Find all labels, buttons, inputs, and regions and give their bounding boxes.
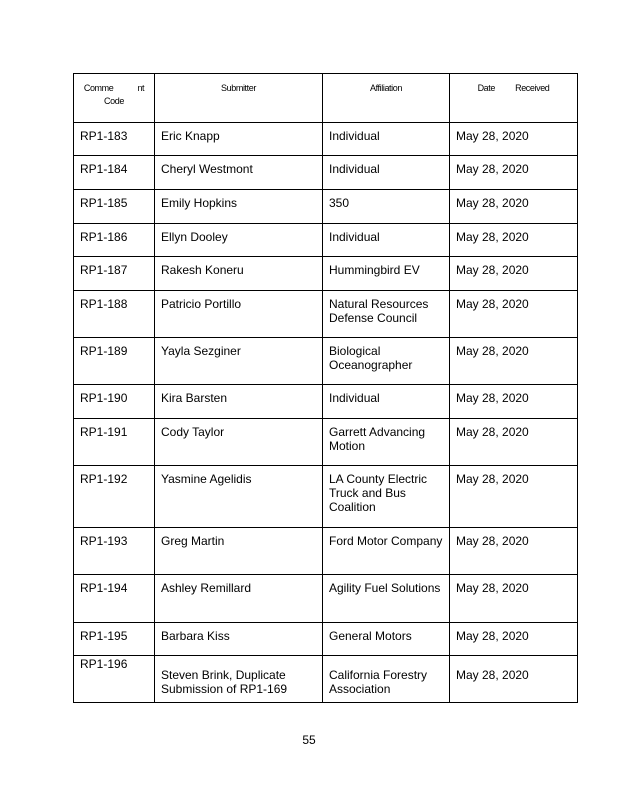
submitter-cell: Kira Barsten bbox=[155, 385, 323, 419]
comment-code-cell: RP1-184 bbox=[74, 156, 155, 190]
table-row bbox=[74, 656, 578, 703]
table-row bbox=[74, 224, 578, 257]
submitter-cell: Patricio Portillo bbox=[155, 291, 323, 338]
submitter-cell: Ellyn Dooley bbox=[155, 224, 323, 257]
header-code-line2: Code bbox=[104, 96, 124, 106]
comment-code-cell: RP1-193 bbox=[74, 528, 155, 575]
table-row bbox=[74, 466, 578, 528]
comment-code-cell: RP1-196 bbox=[74, 656, 155, 703]
header-affiliation: Affiliation bbox=[323, 74, 450, 123]
table-row bbox=[74, 156, 578, 190]
table-row bbox=[74, 528, 578, 575]
comment-code-cell: RP1-192 bbox=[74, 466, 155, 528]
submitter-cell: Rakesh Koneru bbox=[155, 257, 323, 291]
affiliation-cell: Individual bbox=[323, 123, 450, 156]
table-row bbox=[74, 385, 578, 419]
table-header-row bbox=[74, 74, 578, 123]
date-received-cell: May 28, 2020 bbox=[450, 385, 578, 419]
date-received-cell: May 28, 2020 bbox=[450, 466, 578, 528]
affiliation-cell: Biological Oceanographer bbox=[323, 338, 450, 385]
date-received-cell: May 28, 2020 bbox=[450, 656, 578, 703]
table-row bbox=[74, 123, 578, 156]
comment-code-cell: RP1-188 bbox=[74, 291, 155, 338]
comment-code-cell: RP1-185 bbox=[74, 190, 155, 224]
affiliation-cell: LA County Electric Truck and Bus Coalition bbox=[323, 466, 450, 528]
affiliation-cell: Individual bbox=[323, 224, 450, 257]
date-received-cell: May 28, 2020 bbox=[450, 156, 578, 190]
affiliation-cell: Hummingbird EV bbox=[323, 257, 450, 291]
submitter-cell: Emily Hopkins bbox=[155, 190, 323, 224]
table-row bbox=[74, 419, 578, 466]
date-received-cell: May 28, 2020 bbox=[450, 338, 578, 385]
header-code-line1: Comme nt bbox=[83, 83, 145, 93]
submitter-cell: Ashley Remillard bbox=[155, 575, 323, 623]
submitter-cell: Yasmine Agelidis bbox=[155, 466, 323, 528]
comment-table bbox=[73, 73, 578, 703]
comment-code-cell: RP1-195 bbox=[74, 623, 155, 656]
date-received-cell: May 28, 2020 bbox=[450, 575, 578, 623]
submitter-cell: Cody Taylor bbox=[155, 419, 323, 466]
comment-code-cell: RP1-191 bbox=[74, 419, 155, 466]
table-row bbox=[74, 257, 578, 291]
submitter-cell: Yayla Sezginer bbox=[155, 338, 323, 385]
submitter-cell: Cheryl Westmont bbox=[155, 156, 323, 190]
date-received-cell: May 28, 2020 bbox=[450, 257, 578, 291]
affiliation-cell: General Motors bbox=[323, 623, 450, 656]
affiliation-cell: California Forestry Association bbox=[323, 656, 450, 703]
affiliation-cell: Natural Resources Defense Council bbox=[323, 291, 450, 338]
date-received-cell: May 28, 2020 bbox=[450, 528, 578, 575]
date-received-cell: May 28, 2020 bbox=[450, 123, 578, 156]
affiliation-cell: 350 bbox=[323, 190, 450, 224]
table-row bbox=[74, 623, 578, 656]
comment-code-cell: RP1-187 bbox=[74, 257, 155, 291]
page-number: 55 bbox=[302, 733, 316, 747]
date-received-cell: May 28, 2020 bbox=[450, 623, 578, 656]
comment-code-cell: RP1-183 bbox=[74, 123, 155, 156]
date-received-cell: May 28, 2020 bbox=[450, 291, 578, 338]
submitter-cell: Greg Martin bbox=[155, 528, 323, 575]
affiliation-cell: Garrett Advancing Motion bbox=[323, 419, 450, 466]
comment-code-cell: RP1-189 bbox=[74, 338, 155, 385]
affiliation-cell: Individual bbox=[323, 156, 450, 190]
table-row bbox=[74, 190, 578, 224]
submitter-cell: Steven Brink, Duplicate Submission of RP1-169 bbox=[155, 656, 323, 703]
comment-code-cell: RP1-186 bbox=[74, 224, 155, 257]
affiliation-cell: Individual bbox=[323, 385, 450, 419]
table-row bbox=[74, 575, 578, 623]
comment-code-cell: RP1-190 bbox=[74, 385, 155, 419]
submitter-cell: Eric Knapp bbox=[155, 123, 323, 156]
date-received-cell: May 28, 2020 bbox=[450, 190, 578, 224]
header-date-received: Date Received bbox=[450, 74, 578, 123]
date-received-cell: May 28, 2020 bbox=[450, 224, 578, 257]
affiliation-cell: Agility Fuel Solutions bbox=[323, 575, 450, 623]
header-comment-code bbox=[74, 74, 155, 123]
table-row bbox=[74, 291, 578, 338]
table-row bbox=[74, 338, 578, 385]
header-submitter: Submitter bbox=[155, 74, 323, 123]
date-received-cell: May 28, 2020 bbox=[450, 419, 578, 466]
submitter-cell: Barbara Kiss bbox=[155, 623, 323, 656]
affiliation-cell: Ford Motor Company bbox=[323, 528, 450, 575]
comment-code-cell: RP1-194 bbox=[74, 575, 155, 623]
